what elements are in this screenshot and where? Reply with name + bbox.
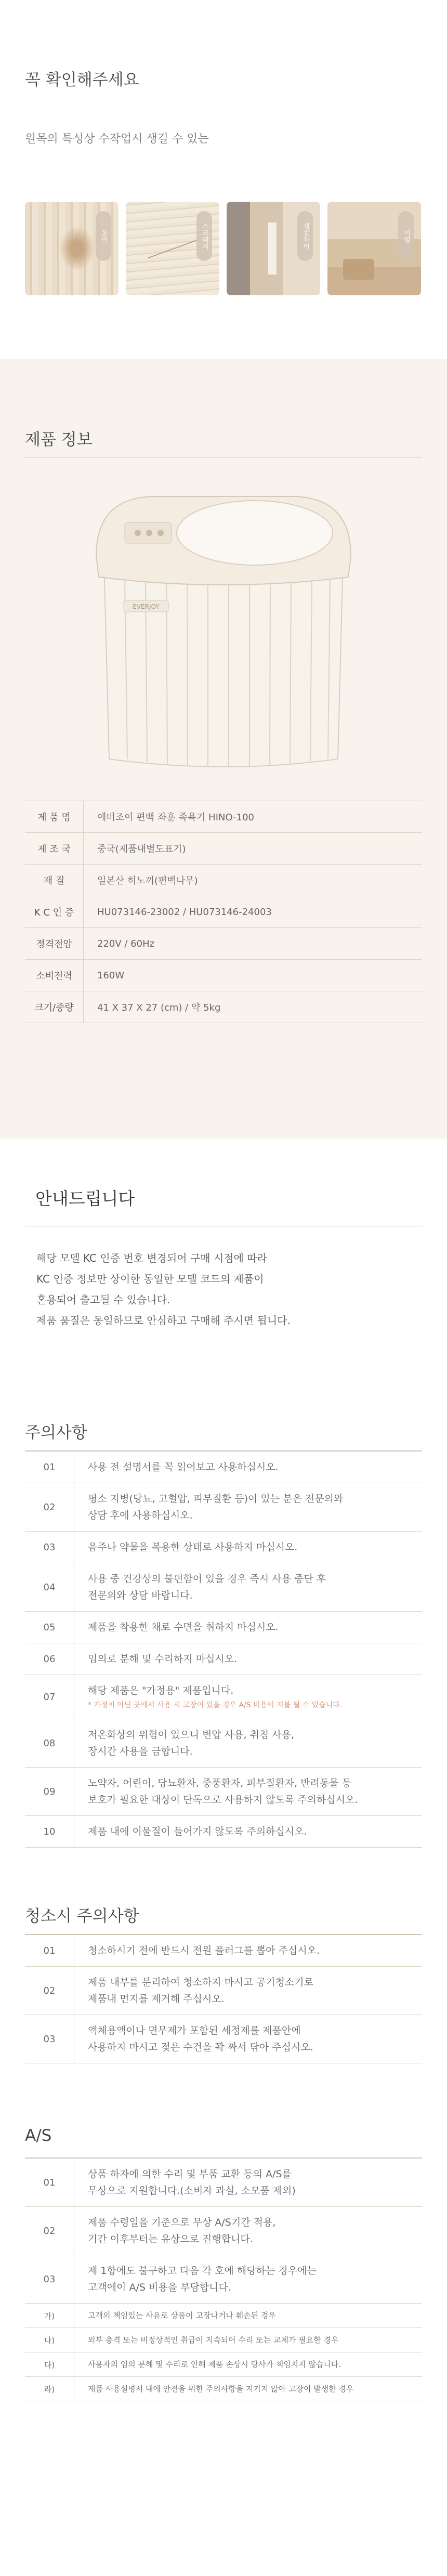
- spec-key: 크기/중량: [25, 991, 84, 1023]
- item-line: 제 1항에도 불구하고 다음 각 호에 해당하는 경우에는: [88, 2265, 317, 2277]
- spec-table: [25, 801, 422, 1023]
- spec-key: 정격전압: [25, 928, 84, 960]
- item-line: 임의로 분해 및 수리하지 마십시오.: [88, 1653, 238, 1665]
- guide-line: 혼용되어 출고될 수 있습니다.: [36, 1293, 170, 1306]
- photo-tag: 이염: [398, 211, 414, 261]
- item-text: [74, 1612, 289, 1643]
- item-line: 제품내 먼지를 제거해 주십시오.: [88, 1993, 225, 2005]
- item-number: 04: [25, 1563, 74, 1611]
- spec-value: 중국(제품내별도표기): [84, 833, 423, 865]
- spec-value: 160W: [84, 960, 423, 991]
- cleaning-title: 청소시 주의사항: [25, 1907, 139, 1926]
- item-line: 무상으로 지원합니다.(소비자 과실, 소모품 제외): [88, 2185, 296, 2196]
- item-number: 03: [25, 1532, 74, 1563]
- item-line: 제품 내에 이물질이 들어가지 않도록 주의하십시오.: [88, 1826, 307, 1837]
- item-number: 07: [25, 1675, 74, 1719]
- item-text: [74, 1483, 353, 1531]
- spec-key: K C 인 증: [25, 896, 84, 928]
- caution-title: 주의사항: [25, 1423, 87, 1442]
- item-line: 기간 이후부터는 유상으로 진행합니다.: [88, 2233, 253, 2245]
- list-item: [25, 1935, 422, 1967]
- list-item: [25, 1483, 422, 1532]
- section-title: 꼭 확인해주세요: [25, 71, 139, 89]
- divider: [25, 457, 422, 458]
- sub-item-text: 제품 사용설명서 내에 안전을 위한 주의사항을 지키지 않아 고장이 발생한 경우: [88, 2384, 354, 2394]
- item-text: [74, 1643, 247, 1675]
- item-text: [74, 1452, 289, 1483]
- photo-tag: 옹이: [96, 211, 111, 261]
- cleaning-list: [25, 1935, 422, 2063]
- spec-key: 제 품 명: [25, 801, 84, 833]
- spec-row: [25, 960, 422, 991]
- as-title: A/S: [25, 2126, 52, 2145]
- sub-list-item: [25, 2328, 422, 2352]
- item-line: 장시간 사용을 금합니다.: [88, 1746, 193, 1757]
- caution-list: [25, 1452, 422, 1848]
- item-number: 01: [25, 1935, 74, 1966]
- item-text: [74, 1967, 324, 2015]
- section-title: 제품 정보: [25, 430, 93, 449]
- guide-line: 해당 모델 KC 인증 번호 변경되어 구매 시점에 따라: [36, 1252, 267, 1264]
- spec-value: 41 X 37 X 27 (cm) / 약 5kg: [84, 991, 423, 1023]
- item-number: 01: [25, 1452, 74, 1483]
- as-list: [25, 2159, 422, 2401]
- list-item: [25, 1967, 422, 2015]
- list-item: [25, 2159, 422, 2207]
- sub-list-item: [25, 2352, 422, 2377]
- item-line: 사용하지 마시고 젖은 수건을 꽉 짜서 닦아 주십시오.: [88, 2042, 313, 2053]
- item-text: [74, 1935, 330, 1966]
- list-item: [25, 1675, 422, 1719]
- item-line: 제품을 착용한 채로 수면을 취하지 마십시오.: [88, 1622, 279, 1633]
- sub-item-text: 고객의 책임있는 사유로 상품이 고장나거나 훼손된 경우: [88, 2311, 276, 2320]
- item-note: * 가정이 아닌 곳에서 사용 시 고장이 있을 경우 A/S 비용이 지불 될 수 있습니다.: [88, 1701, 343, 1709]
- item-number: 02: [25, 1967, 74, 2015]
- sub-item-text: 사용자의 임의 분해 및 수리로 인해 제품 손상시 당사가 책임지지 않습니다.: [88, 2360, 341, 2369]
- list-item: [25, 2015, 422, 2063]
- spec-row: [25, 991, 422, 1023]
- item-number: 02: [25, 2207, 74, 2255]
- list-item: [25, 1719, 422, 1768]
- item-number: 01: [25, 2159, 74, 2206]
- sub-item-number: 라): [25, 2377, 74, 2401]
- knot-photo: [25, 202, 119, 295]
- sub-item-text: 외부 충격 또는 비정상적인 취급이 지속되어 수리 또는 교체가 필요한 경우: [88, 2335, 339, 2345]
- sub-list-item: [25, 2304, 422, 2328]
- guide-line: KC 인증 정보만 상이한 동일한 모델 코드의 제품이: [36, 1273, 264, 1285]
- color-difference-photo: [227, 202, 320, 295]
- item-line: 평소 지병(당뇨, 고혈압, 피부질환 등)이 있는 분은 전문의와: [88, 1493, 344, 1505]
- list-item: [25, 1532, 422, 1563]
- sub-item-number: 가): [25, 2304, 74, 2327]
- list-item: [25, 1452, 422, 1483]
- item-line: 제품 수령일을 기준으로 무상 A/S기간 적용,: [88, 2217, 276, 2228]
- item-line: 저온화상의 위험이 있으니 변압 사용, 취침 사용,: [88, 1729, 295, 1741]
- guide-line: 제품 품질은 동일하므로 안심하고 구매해 주시면 됩니다.: [36, 1314, 291, 1327]
- item-number: 09: [25, 1768, 74, 1815]
- list-item: [25, 1563, 422, 1612]
- item-text: [74, 1563, 336, 1611]
- list-item: [25, 1816, 422, 1848]
- item-line: 보호가 필요한 대상이 단독으로 사용하지 않도록 주의하십시오.: [88, 1794, 358, 1806]
- item-text: [74, 1816, 318, 1847]
- item-line: 사용 중 건강상의 불편함이 있을 경우 즉시 사용 중단 후: [88, 1573, 326, 1585]
- list-item: [25, 1643, 422, 1675]
- spec-value: HU073146-23002 / HU073146-24003: [84, 896, 423, 928]
- item-line: 제품 내부를 분리하여 청소하지 마시고 공기청소기로: [88, 1977, 313, 1988]
- guide-title: 안내드립니다: [35, 1188, 135, 1209]
- item-number: 08: [25, 1719, 74, 1767]
- sub-item-number: 다): [25, 2352, 74, 2376]
- item-line: 노약자, 어린이, 당뇨환자, 중풍환자, 피부질환자, 반려동물 등: [88, 1777, 351, 1789]
- section-subtitle: 원목의 특성상 수작업시 생길 수 있는: [25, 133, 209, 146]
- spec-row: [25, 865, 422, 896]
- item-text: [74, 2159, 306, 2206]
- scratch-photo: [126, 202, 219, 295]
- item-line: 고객에이 A/S 비용을 부담합니다.: [88, 2282, 231, 2293]
- spec-key: 소비전력: [25, 960, 84, 991]
- guide-text: [36, 1248, 421, 1331]
- item-line: 해당 제품은 "가정용" 제품입니다.: [88, 1685, 234, 1696]
- spec-key: 재 질: [25, 865, 84, 896]
- item-line: 음주나 약물을 복용한 상태로 사용하지 마십시오.: [88, 1541, 298, 1553]
- list-item: [25, 1612, 422, 1643]
- item-number: 06: [25, 1643, 74, 1675]
- list-item: [25, 1768, 422, 1816]
- sub-list-item: [25, 2377, 422, 2401]
- item-text: [74, 2015, 324, 2063]
- photo-tag: 스크래치: [196, 211, 212, 261]
- spec-row: [25, 896, 422, 928]
- item-text: [74, 1719, 305, 1767]
- spec-value: 220V / 60Hz: [84, 928, 423, 960]
- sub-item-number: 나): [25, 2328, 74, 2352]
- item-line: 전문의와 상담 바랍니다.: [88, 1590, 193, 1601]
- item-text: [74, 2207, 286, 2255]
- spec-value: 일본산 히노끼(편백나무): [84, 865, 423, 896]
- list-item: [25, 2207, 422, 2255]
- spec-key: 제 조 국: [25, 833, 84, 865]
- item-text: [74, 1532, 308, 1563]
- item-line: 상품 하자에 의한 수리 및 부품 교환 등의 A/S를: [88, 2168, 292, 2180]
- item-text: [74, 2255, 327, 2303]
- spec-row: [25, 928, 422, 960]
- foot-spa-product-image: [47, 468, 400, 780]
- notice-section: [0, 1139, 447, 2576]
- product-info-section: [0, 359, 447, 1139]
- photo-tag: 색깔차이: [297, 211, 313, 261]
- item-number: 02: [25, 1483, 74, 1531]
- spec-value: 에버조이 편백 좌훈 족욕기 HINO-100: [84, 801, 423, 833]
- stain-photo: [327, 202, 421, 295]
- item-line: 청소하시기 전에 반드시 전원 플러그를 뽑아 주십시오.: [88, 1945, 320, 1956]
- item-text: [74, 1675, 352, 1719]
- item-number: 03: [25, 2015, 74, 2063]
- list-item: [25, 2255, 422, 2304]
- spec-row: [25, 801, 422, 833]
- item-number: 10: [25, 1816, 74, 1847]
- item-line: 사용 전 설명서를 꼭 읽어보고 사용하십시오.: [88, 1461, 279, 1473]
- item-number: 05: [25, 1612, 74, 1643]
- brand-logo: EVERJOY: [133, 603, 160, 610]
- item-number: 03: [25, 2255, 74, 2303]
- item-text: [74, 1768, 368, 1815]
- item-line: 상담 후에 사용하십시오.: [88, 1510, 193, 1521]
- item-line: 액체용액이나 면무제가 포함된 세정제를 제품안에: [88, 2025, 301, 2036]
- spec-row: [25, 833, 422, 865]
- check-section: [0, 0, 447, 359]
